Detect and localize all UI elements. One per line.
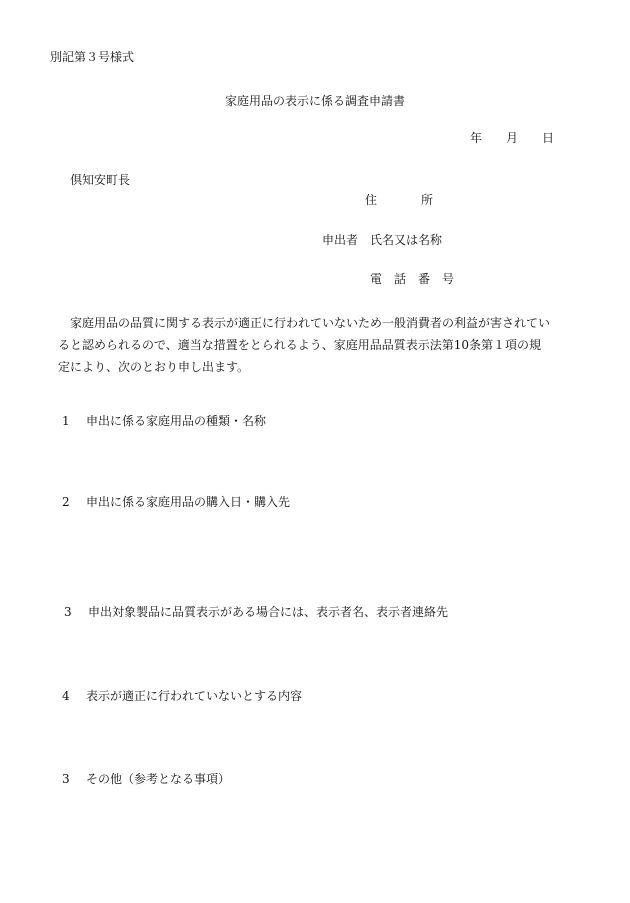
item-number: 3	[62, 772, 70, 786]
date-month-label: 月	[506, 131, 519, 145]
phone-char: 話	[394, 272, 407, 286]
item-labeler-info	[64, 604, 448, 620]
item-number: 2	[62, 495, 70, 509]
applicant-label: 申出者	[322, 233, 359, 247]
statement-line: 定により、次のとおり申し出ます。	[58, 360, 250, 374]
item-number: 4	[62, 689, 70, 703]
item-text: その他（参考となる事項）	[86, 772, 231, 786]
item-text: 申出に係る家庭用品の購入日・購入先	[86, 495, 291, 509]
name-label: 氏名又は名称	[370, 233, 443, 247]
item-purchase-info	[62, 494, 290, 510]
date-year-label: 年	[470, 131, 483, 145]
address-label-part-1: 住	[365, 193, 378, 207]
address-label-part-2: 所	[421, 193, 434, 207]
addressee: 倶知安町長	[70, 173, 131, 187]
item-number: 3	[64, 605, 72, 619]
form-number: 別記第３号様式	[50, 50, 135, 64]
item-text: 申出に係る家庭用品の種類・名称	[86, 414, 267, 428]
date-day-label: 日	[542, 131, 555, 145]
date-line	[470, 130, 554, 146]
item-number: 1	[62, 414, 70, 428]
statement-line: ると認められるので、適当な措置をとられるよう、家庭用品品質表示法第10条第１項の規	[58, 338, 542, 352]
phone-char: 番	[418, 272, 431, 286]
request-statement	[58, 312, 578, 378]
phone-char: 号	[442, 272, 455, 286]
item-text: 申出対象製品に品質表示がある場合には、表示者名、表示者連絡先	[88, 605, 449, 619]
applicant-name-row	[322, 232, 442, 248]
item-improper-label-content	[62, 688, 302, 704]
address-label	[365, 192, 433, 208]
item-text: 表示が適正に行われていないとする内容	[86, 689, 303, 703]
phone-number-label	[370, 271, 454, 287]
phone-char: 電	[370, 272, 383, 286]
item-other	[62, 771, 230, 787]
statement-line: 家庭用品の品質に関する表示が適正に行われていないため一般消費者の利益が害されてい	[70, 316, 551, 330]
document-title: 家庭用品の表示に係る調査申請書	[224, 94, 405, 108]
item-product-type	[62, 413, 266, 429]
